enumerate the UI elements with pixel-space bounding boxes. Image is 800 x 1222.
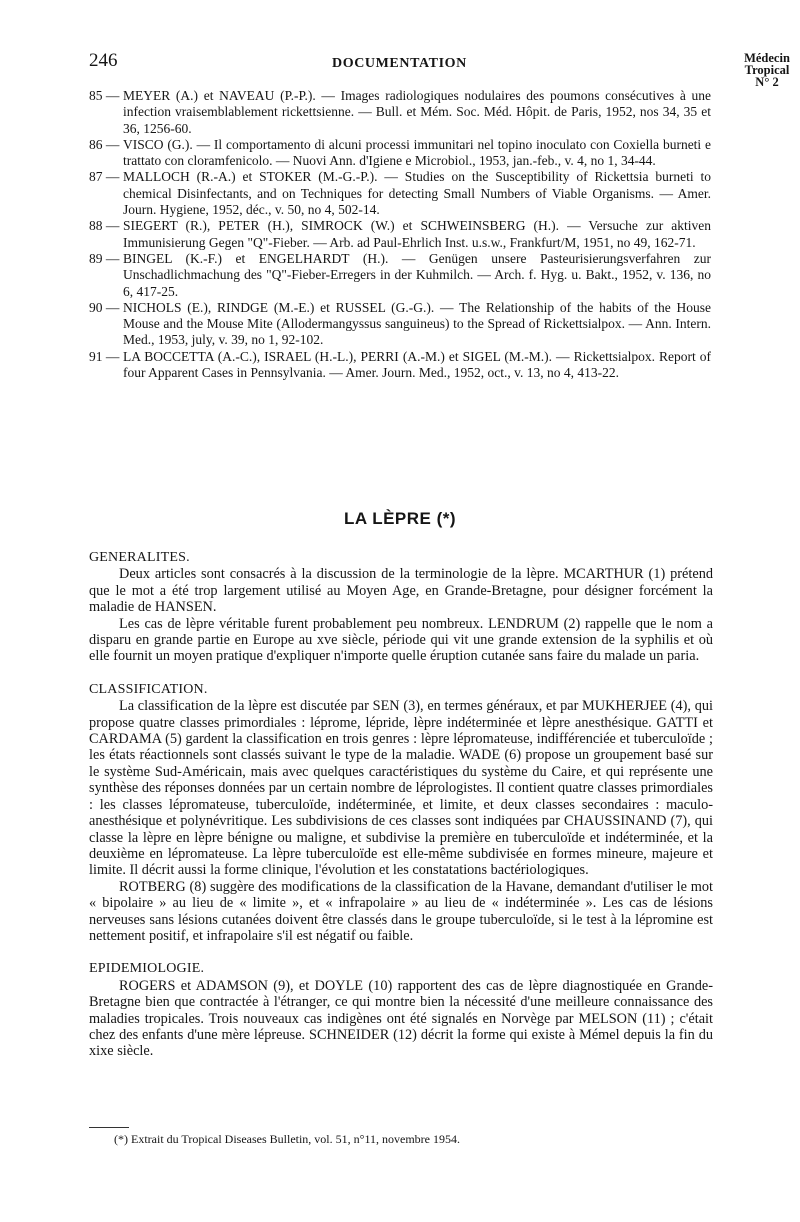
paragraph: ROGERS et ADAMSON (9), et DOYLE (10) rapportent des cas de lèpre diagnostiquée en Grande-Bretagne bien que contractée à l'étranger, ce qui montre bien la nécessité d'une meilleure connaissance des maladies tropicales. Trois nouveaux cas indigènes ont été signalés en Norvège par MELSON (11) ; c'était chez des enfants d'une mère lépreuse. SCHNEIDER (12) décrit la forme qui existe à Mémel depuis la fin du xixe siècle. <box>89 977 713 1060</box>
journal-issue: N° 2 <box>755 75 779 89</box>
article-title: LA LÈPRE (*) <box>343 509 457 528</box>
reference-list <box>89 88 711 381</box>
reference-number: 88 — <box>89 218 120 234</box>
reference-item <box>89 137 711 170</box>
footnote: (*) Extrait du Tropical Diseases Bulletin, vol. 51, n°11, novembre 1954. <box>114 1132 460 1146</box>
journal-line-2: Tropical <box>744 63 790 77</box>
reference-item <box>89 218 711 251</box>
reference-item <box>89 88 711 137</box>
section-heading-epidemiologie: EPIDEMIOLOGIE. <box>89 961 205 977</box>
paragraph: Deux articles sont consacrés à la discussion de la terminologie de la lèpre. MCARTHUR (1) prétend que le mot a été trop largement utilisé au Moyen Age, en Grande-Bretagne, pour désigner forcément la maladie de HANSEN. <box>89 566 713 616</box>
reference-item <box>89 169 711 218</box>
reference-text: SIEGERT (R.), PETER (H.), SIMROCK (W.) et SCHWEINSBERG (H.). — Versuche zur aktiven Immunisierung Gegen "Q"-Fieber. — Arb. ad Paul-Ehrlich Inst. u.s.w., Frankfurt/M, 1951, no 49, 162-71. <box>123 218 711 250</box>
journal-line-1: Médecin <box>744 51 790 65</box>
reference-number: 89 — <box>89 250 120 266</box>
section-heading-classification: CLASSIFICATION. <box>89 681 208 697</box>
reference-number: 87 — <box>89 169 120 185</box>
paragraph: Les cas de lèpre véritable furent probablement peu nombreux. LENDRUM (2) rappelle que le nom a disparu en grande partie en Europe au xve siècle, période qui vit une grande extension de la syphilis et où elle fournit un moyen pratique d'expliquer n'importe quelle éruption cutanée sans faire du malade un paria. <box>89 615 713 665</box>
paragraph: ROTBERG (8) suggère des modifications de la classification de la Havane, demandant d'utiliser le mot « bipolaire » au lieu de « limite », et « infrapolaire » au lieu de « indéterminée ». Les cas de lésions nerveuses sans lésions cutanées doivent être classés dans le groupe tuberculoïde, si le test à la lépromine est nettement positif, et infrapolaire s'il est négatif ou faible. <box>89 878 713 944</box>
reference-text: BINGEL (K.-F.) et ENGELHARDT (H.). — Genügen unsere Pasteurisierungsverfahren zur Unschadlichmachung des "Q"-Fieber-Erregers in der Kuhmilch. — Arch. f. Hyg. u. Bakt., 1952, v. 136, no 6, 417-25. <box>123 250 711 299</box>
reference-number: 90 — <box>89 299 120 315</box>
reference-text: MEYER (A.) et NAVEAU (P.-P.). — Images radiologiques nodulaires des poumons consécutives à une infection vraisemblablement rickettsienne. — Bull. et Mém. Soc. Méd. Hôpit. de Paris, 1952, nos 34, 35 et 36, 1256-60. <box>123 88 711 136</box>
reference-item <box>89 251 711 300</box>
reference-item <box>89 300 711 349</box>
reference-item <box>89 349 711 382</box>
reference-text: MALLOCH (R.-A.) et STOKER (M.-G.-P.). — Studies on the Susceptibility of Rickettsia burneti to chemical Disinfectants, and on Techniques for detecting Small Numbers of Viable Organisms. — Amer. Journ. Hygiene, 1952, déc., v. 50, no 4, 502-14. <box>123 169 711 218</box>
section-heading-generalites: GENERALITES. <box>89 550 190 565</box>
article-body <box>89 550 713 1060</box>
reference-number: 85 — <box>89 88 120 103</box>
reference-number: 91 — <box>89 348 120 364</box>
reference-text: VISCO (G.). — Il comportamento di alcuni processi immunitari nel topino inoculato con Coxiella burneti e trattato con cloramfenicolo. — Nuovi Ann. d'Igiene e Microbiol., 1953, jan.-feb., v. 4, no 1, 34-44. <box>123 136 711 169</box>
journal-name <box>738 52 796 88</box>
running-title: DOCUMENTATION <box>332 56 467 71</box>
reference-text: LA BOCCETTA (A.-C.), ISRAEL (H.-L.), PERRI (A.-M.) et SIGEL (M.-M.). — Rickettsialpox. Report of four Apparent Cases in Pennsylvania. — Amer. Journ. Med., 1952, oct., v. 13, no 4, 413-22. <box>123 348 711 381</box>
footnote-rule <box>89 1127 129 1128</box>
reference-text: NICHOLS (E.), RINDGE (M.-E.) et RUSSEL (G.-G.). — The Relationship of the habits of the House Mouse and the Mouse Mite (Allodermangyssus sanguineus) to the Spread of Rickettsialpox. — Ann. Intern. Med., 1953, july, v. 39, no 1, 92-102. <box>123 299 711 348</box>
paragraph: La classification de la lèpre est discutée par SEN (3), en termes généraux, et par MUKHERJEE (4), qui propose quatre classes primordiales : léprome, lépride, lèpre indéterminée et lèpre anesthésique. GATTI et CARDAMA (5) gardent la classification en trois genres : lèpre lépromateuse, indifférenciée et tuberculoïde ; les états réactionnels sont classés suivant le type de la maladie. WADE (6) propose un groupement basé sur le système Sud-Américain, mais avec quelques caractéristiques du système du Caire, et qui représente une synthèse des réponses données par un certain nombre de léprologistes. Il contient quatre classes primordiales : les classes lépromateuse, tuberculoïde, indéterminée, et limite, et deux classes secondaires : maculo-anesthésique et polynévritique. Les subdivisions de ces classes sont indiquées par CHAUSSINAND (7), qui classe la lèpre en lèpre bénigne ou maligne, et subdivise la première en tuberculoïde et indéterminée, et la deuxième en lépromateuse. La lèpre tuberculoïde est elle-même subdivisée en formes mineure, majeure et limite. Il décrit aussi la forme clinique, l'évolution et les constatations bactériologiques. <box>89 698 713 879</box>
page-number: 246 <box>89 50 118 71</box>
reference-number: 86 — <box>89 136 120 152</box>
